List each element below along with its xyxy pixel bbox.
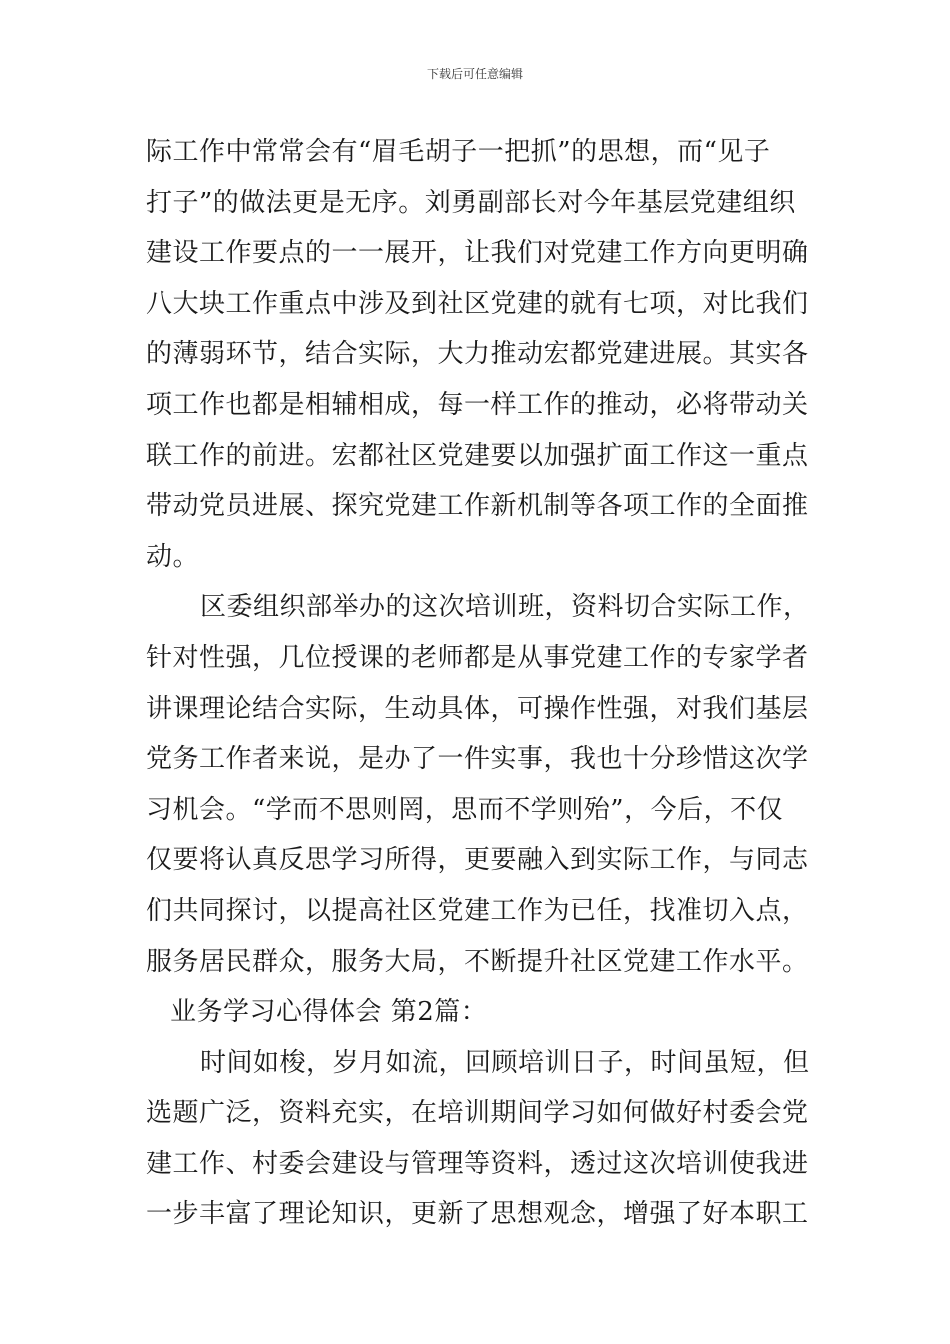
text-line: 讲课理论结合实际，生动具体，可操作性强，对我们基层 [146,693,809,724]
text-line: 动。 [146,541,200,572]
text-line: 带动党员进展、探究党建工作新机制等各项工作的全面推 [146,491,809,522]
page-header: 下载后可任意编辑 [426,67,523,81]
text-line: 选题广泛，资料充实，在培训期间学习如何做好村委会党 [146,1098,809,1129]
text-line: 时间如梭，岁月如流，回顾培训日子，时间虽短，但 [200,1047,810,1078]
text-line: 的薄弱环节，结合实际，大力推动宏都党建进展。其实各 [146,339,809,370]
document-body [146,127,836,1240]
text-line: 仅要将认真反思学习所得，更要融入到实际工作，与同志 [146,845,809,876]
paragraph-1 [146,127,836,582]
text-line: 打子”的做法更是无序。刘勇副部长对今年基层党建组织 [146,187,796,218]
text-line: 区委组织部举办的这次培训班，资料切合实际工作， [200,592,810,623]
text-line: 项工作也都是相辅相成，每一样工作的推动，必将带动关 [146,389,809,420]
section-heading: 业务学习心得体会 第2篇： [170,997,488,1028]
text-line: 习机会。“学而不思则罔，思而不学则殆”，今后，不仅 [146,794,784,825]
text-line: 一步丰富了理论知识，更新了思想观念，增强了好本职工 [146,1199,809,1230]
text-line: 联工作的前进。宏都社区党建要以加强扩面工作这一重点 [146,440,809,471]
text-line: 服务居民群众，服务大局，不断提升社区党建工作水平。 [146,946,809,977]
text-line: 八大块工作重点中涉及到社区党建的就有七项，对比我们 [146,288,809,319]
paragraph-2 [146,582,836,987]
text-line: 党务工作者来说，是办了一件实事，我也十分珍惜这次学 [146,744,809,775]
text-line: 际工作中常常会有“眉毛胡子一把抓”的思想，而“见子 [146,137,771,167]
text-line: 建工作、村委会建设与管理等资料，透过这次培训使我进 [146,1148,809,1179]
paragraph-3 [146,1038,836,1240]
text-line: 针对性强，几位授课的老师都是从事党建工作的专家学者 [146,642,809,673]
text-line: 们共同探讨，以提高社区党建工作为已任，找准切入点， [146,895,809,926]
text-line: 建设工作要点的一一展开，让我们对党建工作方向更明确 [146,238,809,269]
